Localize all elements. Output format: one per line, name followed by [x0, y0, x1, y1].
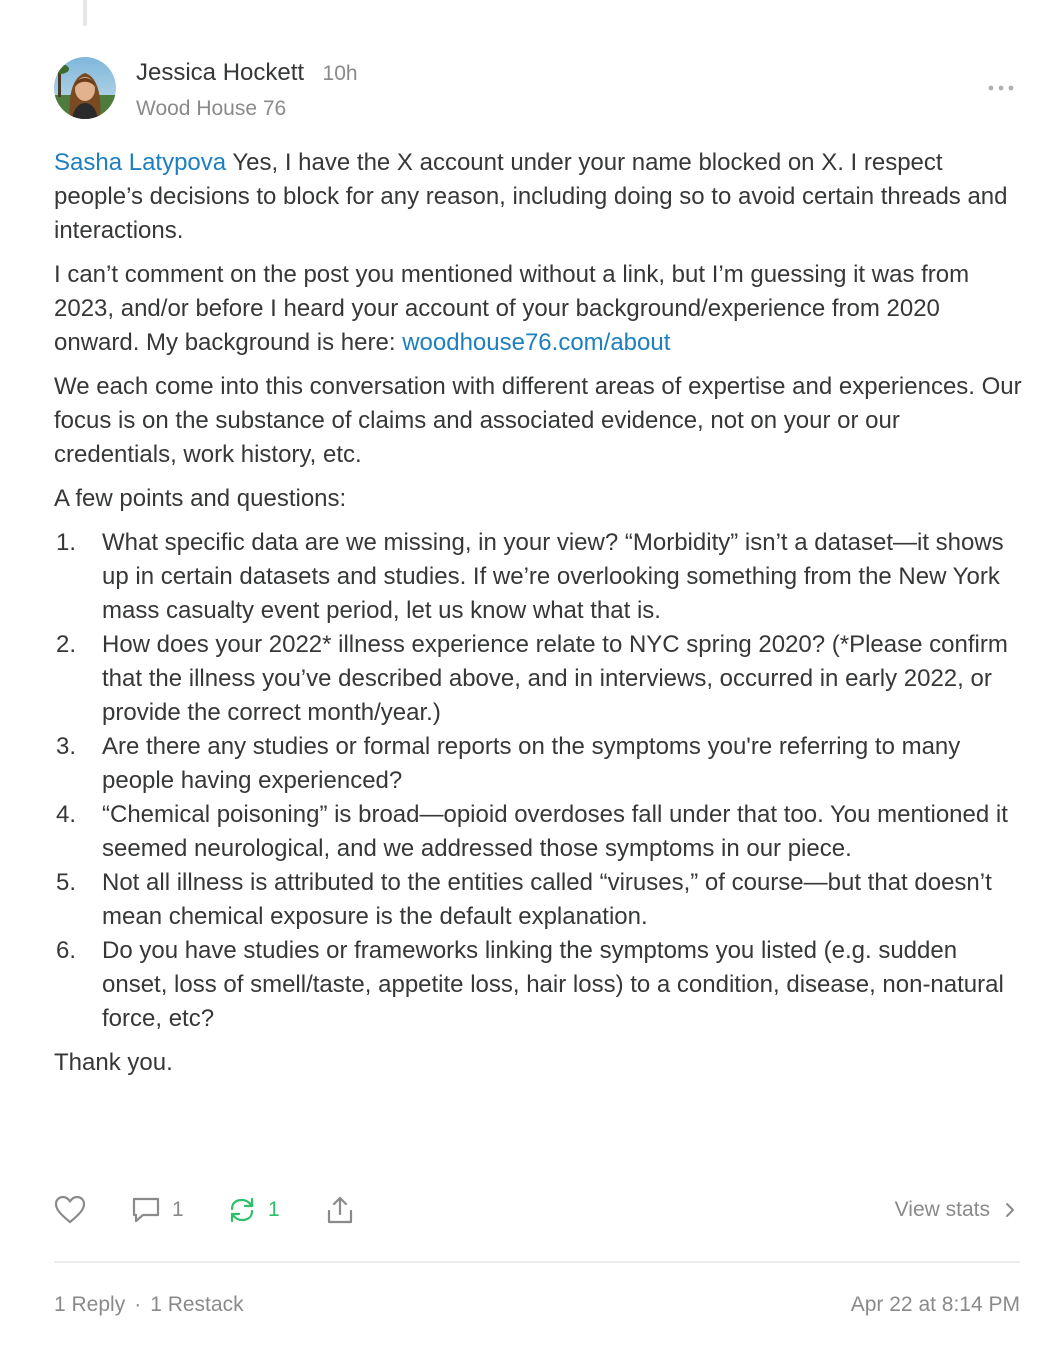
- mention-link[interactable]: Sasha Latypova: [54, 149, 227, 176]
- list-item-text: How does your 2022* illness experience relate to NYC spring 2020? (*Please confirm that the illness you’ve described above, and in interviews, occurred in early 2022, or provide the correct month/year.): [102, 631, 1008, 726]
- list-item-text: Not all illness is attributed to the entities called “viruses,” of course—but that doesn’t mean chemical exposure is the default explanation.: [102, 869, 992, 930]
- list-item-number: 3.: [56, 733, 77, 760]
- chevron-right-icon: [1004, 1200, 1016, 1220]
- list-item-number: 1.: [56, 529, 77, 556]
- view-stats-button[interactable]: [895, 1190, 1016, 1230]
- comment-body: [54, 146, 1024, 1090]
- publication-name[interactable]: Wood House 76: [136, 97, 287, 120]
- author-name[interactable]: Jessica Hockett: [136, 59, 305, 86]
- reply-button[interactable]: [130, 1190, 184, 1230]
- comment-footer: [54, 1293, 1020, 1323]
- paragraph-2-text: I can’t comment on the post you mentioned without a link, but I’m guessing it was from 2023, and/or before I heard your account of your background/experience from 2020 onward. My background is here:: [54, 261, 970, 356]
- footer-stats: [54, 1293, 244, 1317]
- points-list: [54, 526, 1024, 1036]
- comment-header: [54, 56, 1020, 126]
- ellipsis-icon: [986, 78, 1016, 98]
- more-options-button[interactable]: [986, 78, 1016, 98]
- list-item-number: 6.: [56, 937, 77, 964]
- comment-actions-bar: [54, 1190, 1020, 1230]
- comment-timestamp[interactable]: 10h: [322, 62, 358, 85]
- list-item: [54, 730, 1024, 798]
- share-button[interactable]: [324, 1190, 356, 1230]
- list-item-number: 5.: [56, 869, 77, 896]
- comment-paragraph-2: [54, 258, 1024, 360]
- avatar[interactable]: [54, 57, 116, 119]
- footer-separator: ·: [134, 1293, 142, 1316]
- like-button[interactable]: [54, 1190, 86, 1230]
- list-item-number: 4.: [56, 801, 77, 828]
- list-item-number: 2.: [56, 631, 77, 658]
- list-item: [54, 628, 1024, 730]
- about-link[interactable]: woodhouse76.com/about: [402, 329, 671, 356]
- restack-icon: [226, 1195, 258, 1225]
- list-item-text: Do you have studies or frameworks linking the symptoms you listed (e.g. sudden onset, loss of smell/taste, appetite loss, hair loss) to a condition, disease, non-natural force, etc?: [102, 937, 1004, 1032]
- comment-closing: Thank you.: [54, 1049, 173, 1076]
- list-item: [54, 866, 1024, 934]
- replies-count-link[interactable]: 1 Reply: [54, 1293, 126, 1316]
- comment-date[interactable]: Apr 22 at 8:14 PM: [850, 1293, 1020, 1316]
- reply-count: 1: [172, 1198, 184, 1221]
- list-item: [54, 526, 1024, 628]
- comment-paragraph-4: A few points and questions:: [54, 485, 347, 512]
- comment-bubble-icon: [130, 1195, 162, 1225]
- thread-connector-line: [83, 0, 87, 26]
- paragraph-1-text: Yes, I have the X account under your name blocked on X. I respect people’s decisions to block for any reason, including doing so to avoid certain threads and interactions.: [54, 149, 1008, 244]
- share-icon: [324, 1195, 356, 1225]
- restack-count: 1: [268, 1198, 280, 1221]
- restacks-count-link[interactable]: 1 Restack: [150, 1293, 244, 1316]
- view-stats-label: View stats: [894, 1198, 990, 1221]
- list-item-text: Are there any studies or formal reports on the symptoms you're referring to many people having experienced?: [102, 733, 961, 794]
- avatar-image: [54, 57, 116, 119]
- heart-icon: [54, 1195, 86, 1225]
- restack-button[interactable]: [226, 1190, 280, 1230]
- author-line: [136, 59, 358, 87]
- list-item-text: What specific data are we missing, in your view? “Morbidity” isn’t a dataset—it shows up in certain datasets and studies. If we’re overlooking something from the New York mass casualty event period, let us know what that is.: [102, 529, 1004, 624]
- comment-paragraph-1: [54, 146, 1024, 248]
- comment-paragraph-3: We each come into this conversation with different areas of expertise and experiences. Our focus is on the substance of claims and associated evidence, not on your or our credentials, work history, etc.: [54, 373, 1022, 468]
- list-item: [54, 798, 1024, 866]
- list-item-text: “Chemical poisoning” is broad—opioid overdoses fall under that too. You mentioned it seemed neurological, and we addressed those symptoms in our piece.: [102, 801, 1008, 862]
- divider: [54, 1261, 1020, 1263]
- list-item: [54, 934, 1024, 1036]
